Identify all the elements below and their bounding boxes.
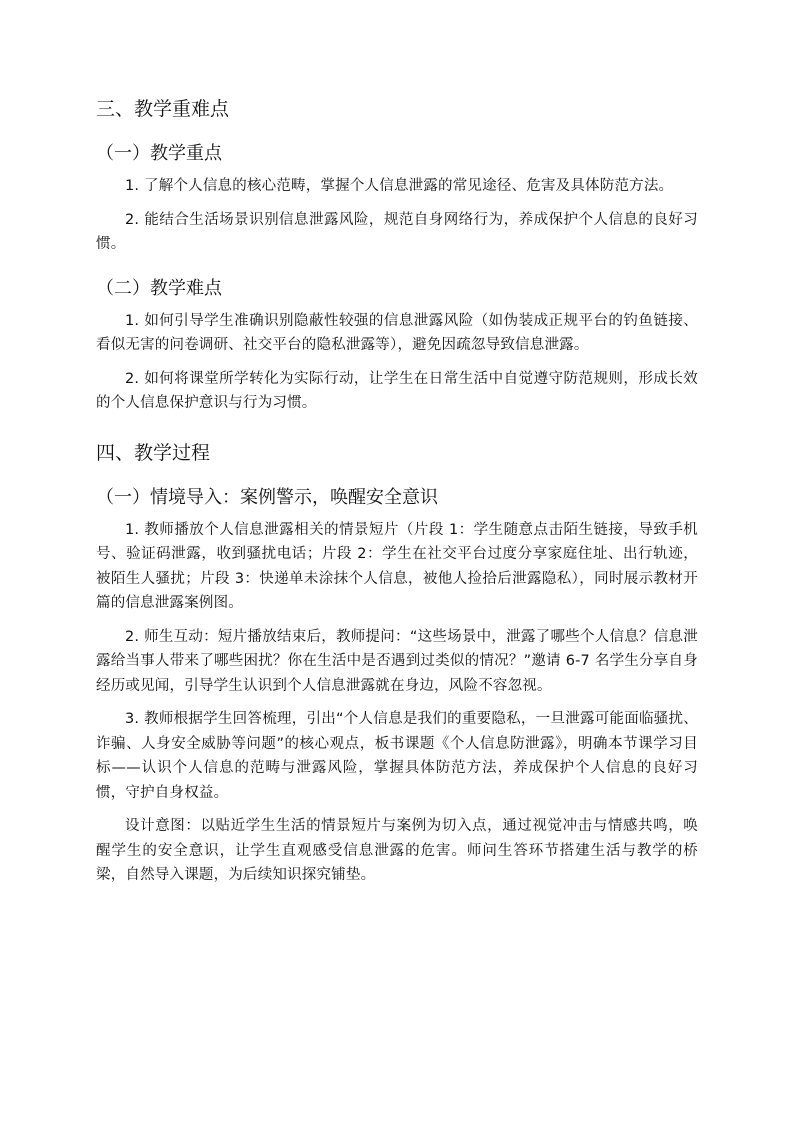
paragraph: 3. 教师根据学生回答梳理，引出“个人信息是我们的重要隐私，一旦泄露可能面临骚扰、诈骗、人身安全威胁等问题”的核心观点，板书课题《个人信息防泄露》，明确本节课学习目标——认识个人信息的范畴与泄露风险，掌握具体防范方法，养成保护个人信息的良好习惯，守护自身权益。	[96, 711, 698, 801]
section-heading-3: 三、教学重难点	[96, 98, 230, 120]
section-heading-4: 四、教学过程	[96, 441, 211, 464]
document-page	[96, 90, 698, 888]
paragraph: 2. 师生互动：短片播放结束后，教师提问：“这些场景中，泄露了哪些个人信息？信息泄露给当事人带来了哪些困扰？你在生活中是否遇到过类似的情况？”邀请 6-7 名学生分享自身经历或见闻，引导学生认识到个人信息泄露就在身边，风险不容忽视。	[96, 628, 698, 694]
paragraph: 1. 了解个人信息的核心范畴，掌握个人信息泄露的常见途径、危害及具体防范方法。	[125, 178, 674, 194]
paragraph: 1. 教师播放个人信息泄露相关的情景短片（片段 1：学生随意点击陌生链接，导致手机号、验证码泄露，收到骚扰电话；片段 2：学生在社交平台过度分享家庭住址、出行轨迹，被陌生人骚扰；片段 3：快递单未涂抹个人信息，被他人捡拾后泄露隐私），同时展示教材开篇的信息泄露案例图。	[96, 521, 698, 611]
subsection-heading-introduction: （一）情境导入：案例警示，唤醒安全意识	[96, 486, 438, 508]
paragraph: 2. 能结合生活场景识别信息泄露风险，规范自身网络行为，养成保护个人信息的良好习惯。	[96, 211, 698, 252]
subsection-heading-key-points: （一）教学重点	[96, 143, 222, 164]
paragraph-design-intent: 设计意图：以贴近学生生活的情景短片与案例为切入点，通过视觉冲击与情感共鸣，唤醒学生的安全意识，让学生直观感受信息泄露的危害。师问生答环节搭建生活与教学的桥梁，自然导入课题，为后续知识探究铺垫。	[96, 818, 698, 883]
paragraph: 1. 如何引导学生准确识别隐蔽性较强的信息泄露风险（如伪装成正规平台的钓鱼链接、看似无害的问卷调研、社交平台的隐私泄露等），避免因疏忽导致信息泄露。	[96, 312, 698, 353]
paragraph: 2. 如何将课堂所学转化为实际行动，让学生在日常生活中自觉遵守防范规则，形成长效的个人信息保护意识与行为习惯。	[96, 370, 698, 411]
subsection-heading-difficulties: （二）教学难点	[96, 277, 222, 299]
